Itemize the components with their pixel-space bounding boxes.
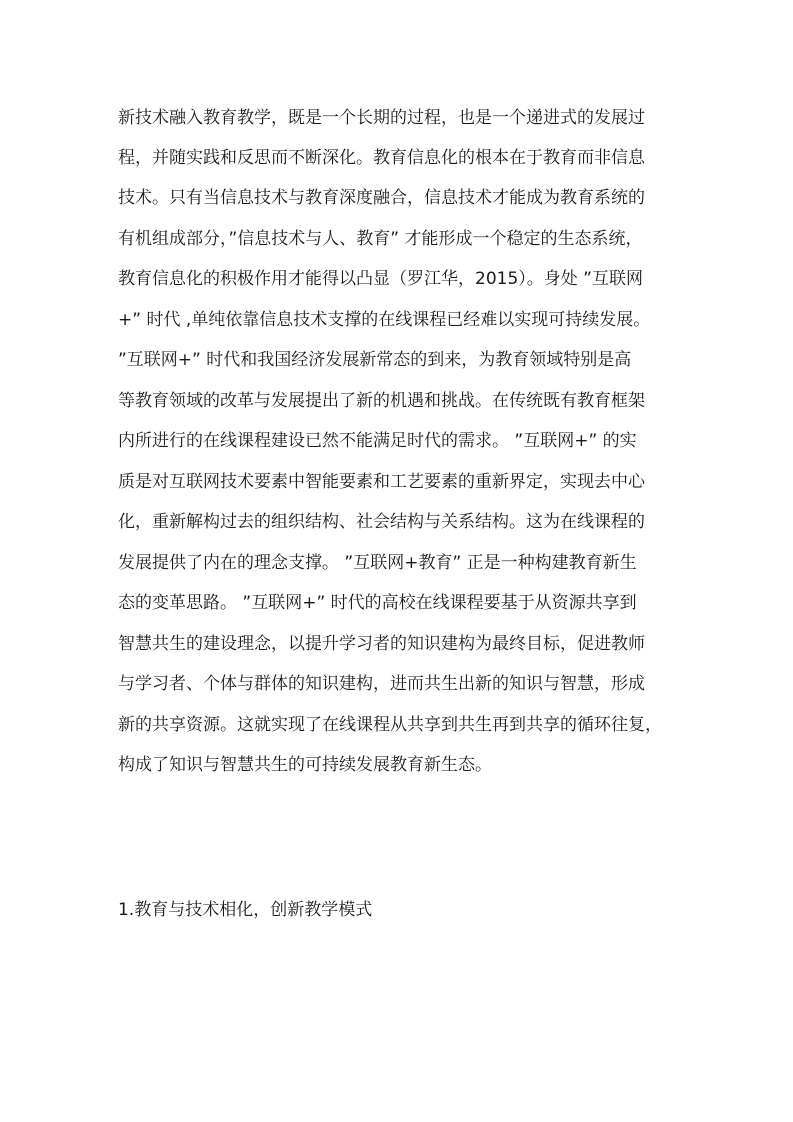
paragraph-line: 新技术融入教育教学，既是一个长期的过程，也是一个递进式的发展过 (118, 108, 645, 128)
paragraph-line: 新的共享资源。这就实现了在线课程从共享到共生再到共享的循环往复， (118, 715, 662, 735)
paragraph-line: 态的变革思路。 ”互联网+” 时代的高校在线课程要基于从资源共享到 (118, 593, 637, 613)
paragraph-line: 等教育领域的改革与发展提出了新的机遇和挑战。在传统既有教育框架 (118, 391, 645, 411)
paragraph-line: 有机组成部分，”信息技术与人、教育” 才能形成一个稳定的生态系统， (118, 229, 643, 249)
paragraph-line: 化，重新解构过去的组织结构、社会结构与关系结构。这为在线课程的 (118, 512, 645, 532)
section-heading: 1.教育与技术相化，创新教学模式 (118, 900, 373, 920)
paragraph-line: 智慧共生的建设理念，以提升学习者的知识建构为最终目标，促进教师 (118, 634, 645, 654)
paragraph-line: +” 时代 ,单纯依靠信息技术支撑的在线课程已经难以实现可持续发展。 (118, 310, 651, 330)
paragraph-line: 教育信息化的积极作用才能得以凸显（罗江华，2015）。身处 ”互联网 (118, 269, 643, 289)
paragraph-line: 内所进行的在线课程建设已然不能满足时代的需求。 ”互联网+” 的实 (118, 431, 637, 451)
paragraph-line: 与学习者、个体与群体的知识建构，进而共生出新的知识与智慧，形成 (118, 674, 645, 694)
paragraph-line: 质是对互联网技术要素中智能要素和工艺要素的重新界定，实现去中心 (118, 472, 645, 492)
paragraph-line: 构成了知识与智慧共生的可持续发展教育新生态。 (118, 755, 492, 775)
paragraph-line: 发展提供了内在的理念支撑。 ”互联网+教育” 正是一种构建教育新生 (118, 553, 637, 573)
paragraph-line: 程，并随实践和反思而不断深化。教育信息化的根本在于教育而非信息 (118, 148, 645, 168)
paragraph-line: ”互联网+” 时代和我国经济发展新常态的到来，为教育领域特别是高 (118, 350, 632, 370)
paragraph-line: 技术。只有当信息技术与教育深度融合，信息技术才能成为教育系统的 (118, 188, 645, 208)
